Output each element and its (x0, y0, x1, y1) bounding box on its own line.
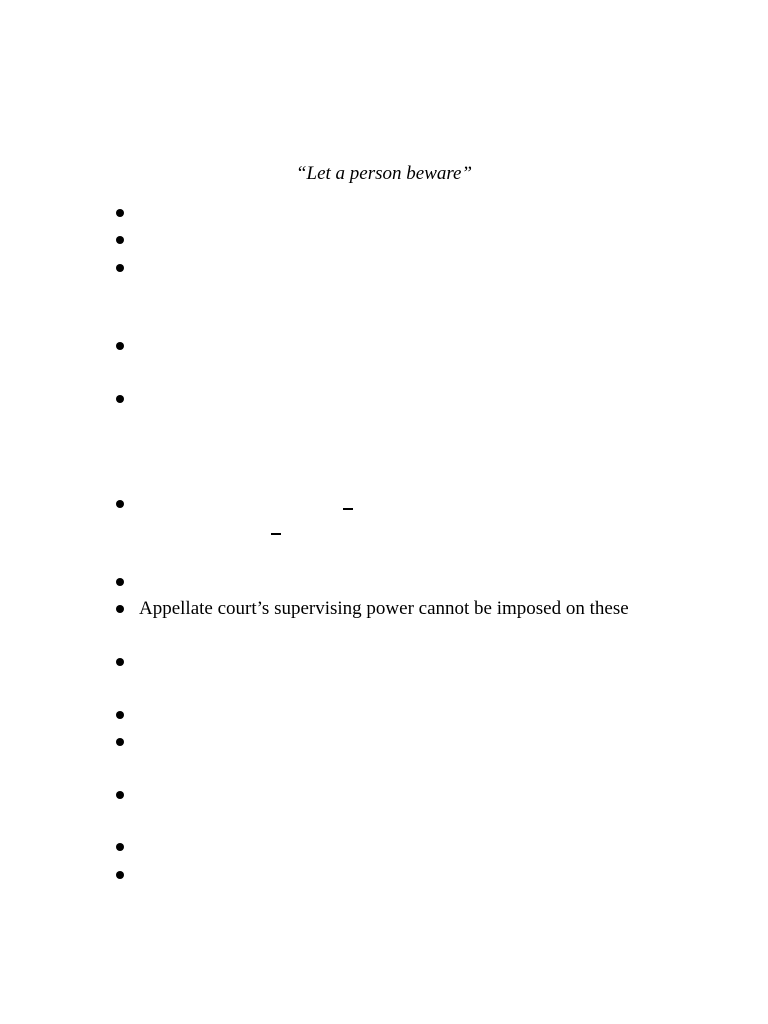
bullet-marker (116, 658, 124, 666)
document-title: “Let a person beware” (295, 163, 473, 184)
bullet-marker (116, 264, 124, 272)
bullet-marker (116, 578, 124, 586)
bullet-marker (116, 236, 124, 244)
bullet-marker (116, 791, 124, 799)
bullet-marker (116, 711, 124, 719)
bullet-marker (116, 500, 124, 508)
bullet-marker (116, 342, 124, 350)
bullet-marker (116, 871, 124, 879)
bullet-marker (116, 843, 124, 851)
bullet-marker (116, 395, 124, 403)
dash-mark (271, 533, 281, 535)
bullet-marker (116, 605, 124, 613)
bullet-marker (116, 209, 124, 217)
dash-mark (343, 508, 353, 510)
bullet-text: Appellate court’s supervising power cannot be imposed on these (139, 598, 629, 619)
bullet-marker (116, 738, 124, 746)
